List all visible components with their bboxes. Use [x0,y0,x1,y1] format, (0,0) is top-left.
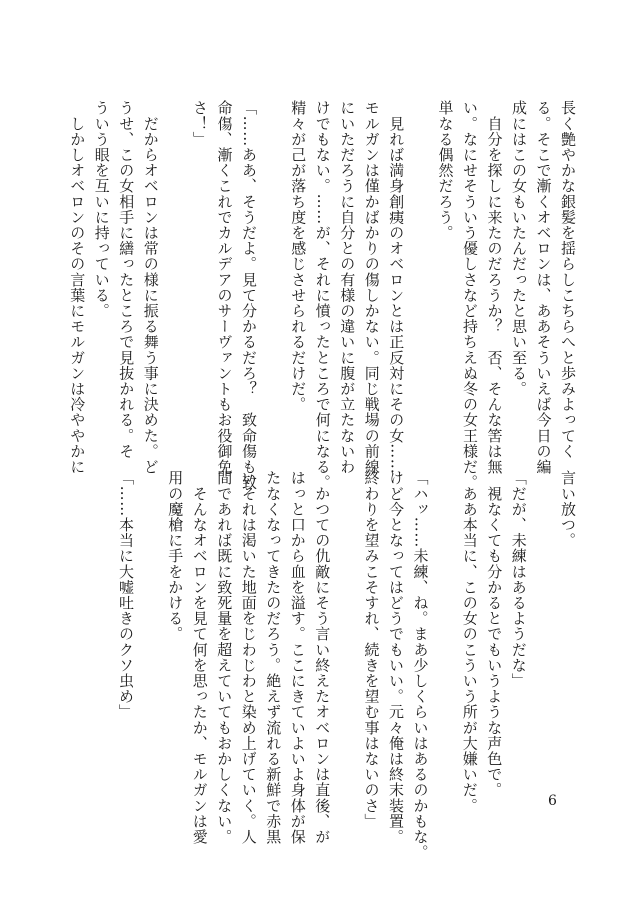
text-line: たなくなってきたのだろう。絶えず流れる新鮮で赤黒 [264,470,283,845]
dialogue-line: 「ハッ……未練、ね。まあ少しくらいはあるのかもな。 [411,470,430,860]
text-line: ああ本当に、この女のこういう所が大嫌いだ。 [460,470,479,814]
text-line: モルガンは僅かばかりの傷しかない。同じ戦場の前線 [362,100,381,475]
dialogue-line: 終わりを望みこそすれ、続きを望む事はないのさ」 [362,470,381,829]
text-line: 精々が己が落ち度を感じさせられるだけだ。 [289,100,308,412]
text-line: そんなオベロンを見て何を思ったか、モルガンは愛 [190,470,209,845]
blank-line [531,470,556,485]
text-line: いそれは渇いた地面をじわじわと染め上げていく。人 [239,470,258,845]
text-line: 単なる偶然だろう。 [436,100,455,241]
dialogue-line: 「……ああ、そうだよ。見て分かるだろ？ 致命傷も致 [240,100,258,490]
text-line: ういう眼を互いに持っている。 [92,100,111,319]
text-line: けでもない。……が、それに憤ったところで何になる。 [313,100,332,490]
page-number: 6 [548,793,557,809]
dialogue-line: 「だが、未練はあるようだな」 [509,470,528,689]
dialogue-line: けど今となってはどうでもいい。元々俺は終末装置。 [387,470,405,845]
text-line: 自分を探しに来たのだろうか？ 否、そんな筈は無 [485,100,504,475]
text-line: 間であれば既に致死量を超えていてもおかしくない。 [215,470,234,845]
text-line: 言い放つ。 [559,470,577,548]
text-line: 視なくても分かるとでもいうような声色で。 [485,470,504,798]
text-line: 用の魔槍に手をかける。 [166,470,185,642]
blank-line [138,470,163,485]
text-line: い。なにせそういう優しさなど持ちえぬ冬の女王様だ。 [461,100,479,490]
text-line: にいただろうに自分との有様の違いに腹が立たないわ [338,100,357,475]
dialogue-line: 「……本当に大嘘吐きのクソ虫め」 [117,470,135,720]
blank-line [335,470,360,485]
dialogue-line: 命傷、漸くこれでカルデアのサーヴァントもお役御免 [215,100,234,475]
text-line: うせ、この女相手に繕ったところで見抜かれる。そ [117,100,136,459]
text-line: 成にはこの女もいたんだったと思い至る。 [510,100,528,397]
text-line: る。そこで漸くオベロンは、ああそういえば今日の編 [534,100,553,475]
text-line: 長く艶やかな銀髪を揺らしこちらへと歩みよってく [559,100,577,459]
blank-line [409,100,434,115]
lower-text-block [114,470,581,860]
text-line: だからオベロンは常の様に振る舞う事に決めた。ど [141,100,160,475]
text-line: はっと口から血を溢す。ここにきていよいよ身体が保 [288,470,307,845]
blank-line [163,100,188,115]
dialogue-line: さ！」 [191,100,209,147]
text-line: 見れば満身創痍のオベロンとは正反対にその女…… [387,100,406,475]
text-line: しかしオベロンのその言葉にモルガンは冷ややかに [68,100,87,475]
blank-line [433,470,458,485]
blank-line [261,100,286,115]
text-line: かつての仇敵にそう言い終えたオベロンは直後、が [313,470,332,845]
upper-text-block [65,100,580,490]
